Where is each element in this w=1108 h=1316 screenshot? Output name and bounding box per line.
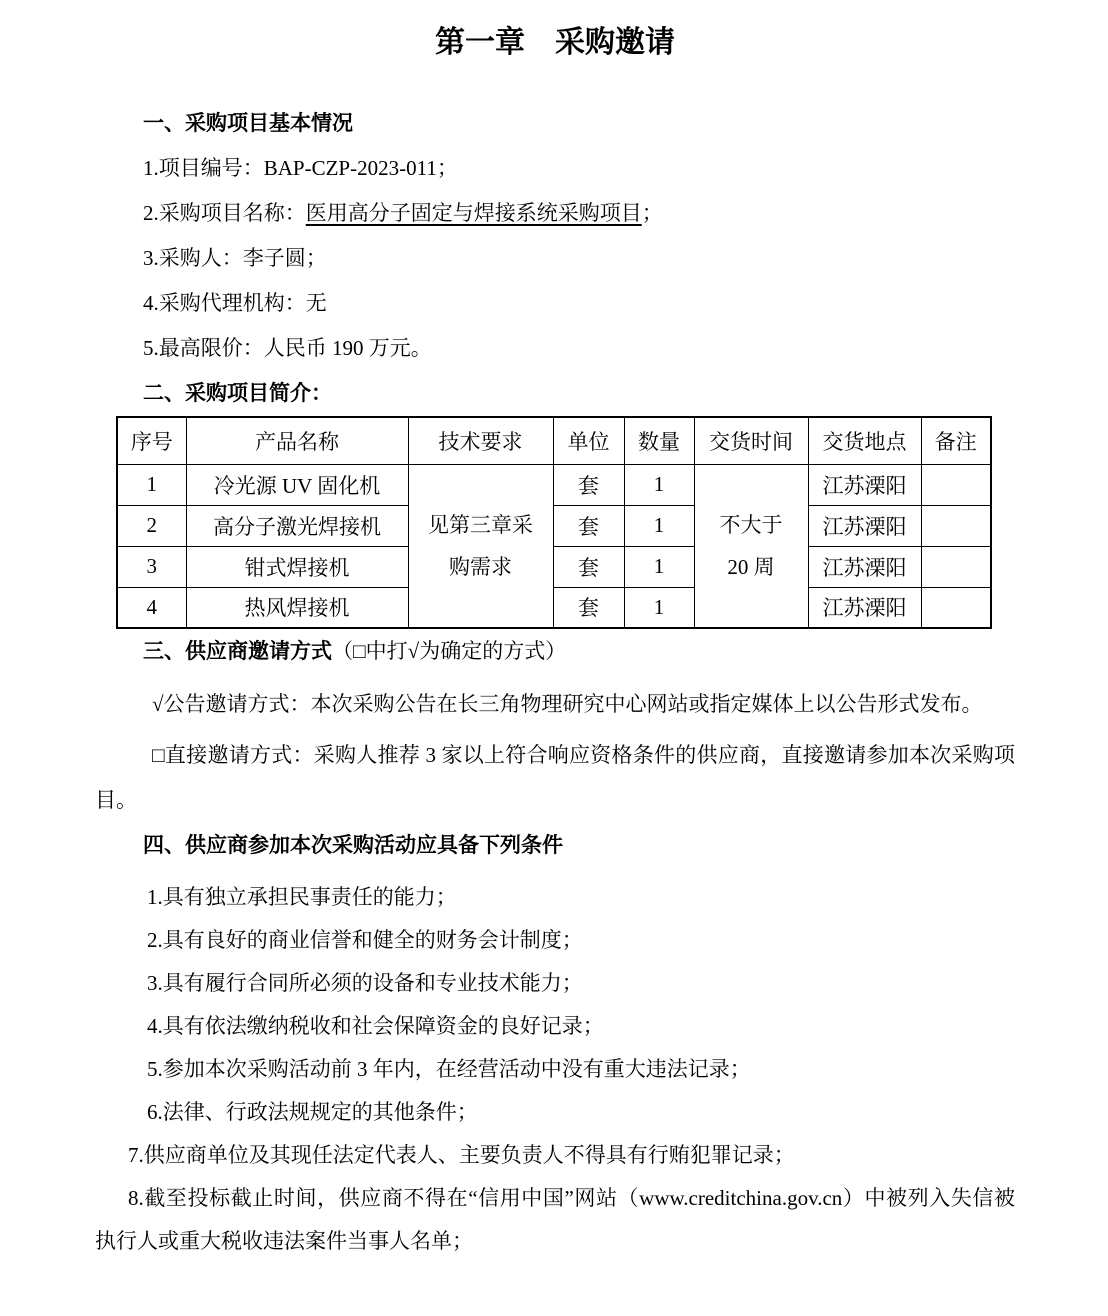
- cell-delivery-place: 江苏溧阳: [808, 546, 921, 587]
- cell-note: [921, 587, 991, 628]
- col-header-note: 备注: [921, 417, 991, 464]
- cell-note: [921, 505, 991, 546]
- cell-unit: 套: [553, 505, 624, 546]
- condition-item-2: 2.具有良好的商业信誉和健全的财务会计制度；: [147, 928, 583, 952]
- col-header-index: 序号: [117, 417, 186, 464]
- cell-delivery-place: 江苏溧阳: [808, 505, 921, 546]
- direct-invitation-paragraph: □直接邀请方式：采购人推荐 3 家以上符合响应资格条件的供应商，直接邀请参加本次采购项目。: [95, 743, 1015, 812]
- section-heading-basic-info: 一、采购项目基本情况: [143, 111, 353, 135]
- cell-qty: 1: [624, 505, 694, 546]
- cell-qty: 1: [624, 464, 694, 505]
- invitation-heading-bold: 三、供应商邀请方式: [143, 639, 332, 663]
- basic-info-item-project-name: [95, 191, 1015, 236]
- section-heading-overview: 二、采购项目简介：: [143, 381, 332, 405]
- table-header-row: [117, 417, 991, 464]
- condition-item-5: 5.参加本次采购活动前 3 年内，在经营活动中没有重大违法记录；: [147, 1057, 751, 1081]
- basic-info-item-project-number: 1.项目编号：BAP-CZP-2023-011；: [143, 156, 458, 180]
- cell-qty: 1: [624, 587, 694, 628]
- cell-index: 3: [117, 546, 186, 587]
- basic-info-item-agency: 4.采购代理机构：无: [143, 291, 327, 315]
- cell-index: 1: [117, 464, 186, 505]
- basic-info-item-purchaser: 3.采购人：李子圆；: [143, 246, 327, 270]
- cell-delivery-time: 不大于 20 周: [694, 464, 808, 628]
- col-header-product: 产品名称: [186, 417, 408, 464]
- col-header-delivery-place: 交货地点: [808, 417, 921, 464]
- cell-qty: 1: [624, 546, 694, 587]
- project-name-underlined: 医用高分子固定与焊接系统采购项目: [305, 201, 642, 225]
- table-row: [117, 546, 991, 587]
- condition-item-4: 4.具有依法缴纳税收和社会保障资金的良好记录；: [147, 1014, 604, 1038]
- cell-tech-requirement: 见第三章采购需求: [408, 464, 553, 628]
- project-name-label: 2.采购项目名称：: [143, 201, 306, 225]
- cell-unit: 套: [553, 464, 624, 505]
- cell-delivery-place: 江苏溧阳: [808, 464, 921, 505]
- cell-product: 高分子激光焊接机: [186, 505, 408, 546]
- cell-note: [921, 546, 991, 587]
- col-header-unit: 单位: [553, 417, 624, 464]
- condition-item-8: 8.截至投标截止时间，供应商不得在“信用中国”网站（www.creditchina.gov.cn）中被列入失信被执行人或重大税收违法案件当事人名单；: [95, 1186, 1015, 1253]
- col-header-qty: 数量: [624, 417, 694, 464]
- section-heading-conditions: 四、供应商参加本次采购活动应具备下列条件: [143, 833, 563, 857]
- table-row: [117, 505, 991, 546]
- announcement-invitation-paragraph: √公告邀请方式：本次采购公告在长三角物理研究中心网站或指定媒体上以公告形式发布。: [152, 692, 983, 716]
- cell-unit: 套: [553, 546, 624, 587]
- invitation-heading-note: （□中打√为确定的方式）: [332, 639, 567, 663]
- table-row: [117, 587, 991, 628]
- cell-index: 2: [117, 505, 186, 546]
- col-header-delivery-time: 交货时间: [694, 417, 808, 464]
- project-name-suffix: ；: [641, 201, 663, 225]
- condition-item-3: 3.具有履行合同所必须的设备和专业技术能力；: [147, 971, 583, 995]
- condition-item-6: 6.法律、行政法规规定的其他条件；: [147, 1100, 478, 1124]
- cell-product: 热风焊接机: [186, 587, 408, 628]
- condition-item-1: 1.具有独立承担民事责任的能力；: [147, 885, 457, 909]
- cell-note: [921, 464, 991, 505]
- section-heading-invitation: [95, 629, 1015, 674]
- col-header-tech: 技术要求: [408, 417, 553, 464]
- basic-info-item-max-price: 5.最高限价：人民币 190 万元。: [143, 336, 432, 360]
- cell-unit: 套: [553, 587, 624, 628]
- condition-item-7: 7.供应商单位及其现任法定代表人、主要负责人不得具有行贿犯罪记录；: [128, 1143, 795, 1167]
- products-table: [116, 416, 992, 629]
- cell-delivery-place: 江苏溧阳: [808, 587, 921, 628]
- cell-index: 4: [117, 587, 186, 628]
- cell-product: 冷光源 UV 固化机: [186, 464, 408, 505]
- table-row: [117, 464, 991, 505]
- chapter-title: 第一章 采购邀请: [435, 26, 675, 59]
- cell-product: 钳式焊接机: [186, 546, 408, 587]
